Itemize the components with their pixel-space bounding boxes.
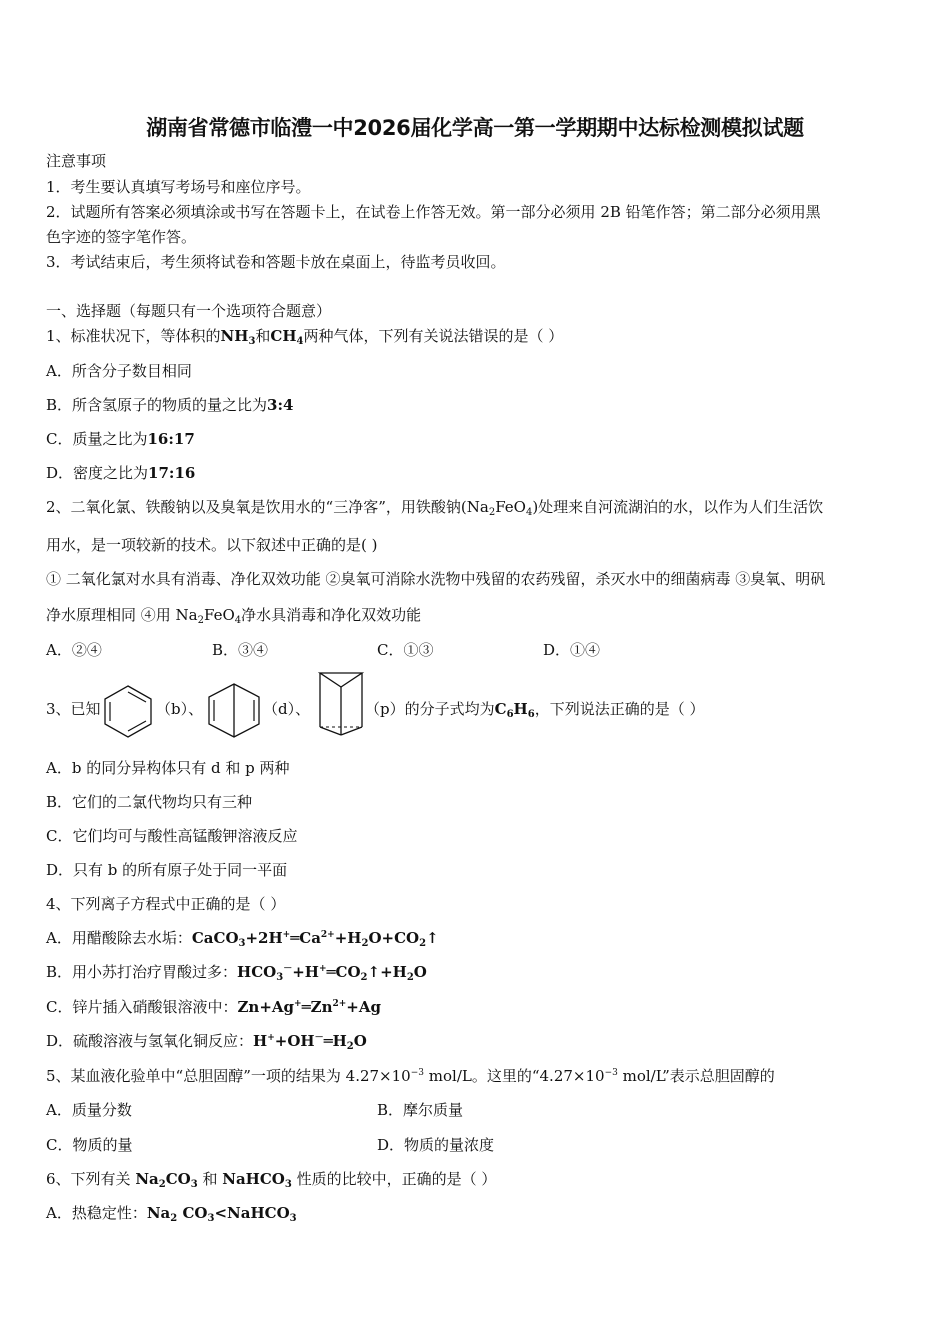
option-d: D．①④ [543,641,601,659]
option-a: A．用醋酸除去水垢：$CaCO_3+2H^+═Ca^{2+}+H_2O+CO_2↑$ [46,929,439,949]
option-b: B．用小苏打治疗胃酸过多：$HCO_3^-+H^+═CO_2↑+H_2O$ [46,963,427,983]
question-6-stem: 6、下列有关 $Na_2CO_3$ 和 NaHCO$_3$ 性质的比较中，正确的是（ ） [46,1170,497,1190]
option-a: A．②④ [46,641,102,659]
option-d: D．只有 b 的所有原子处于同一平面 [46,861,288,879]
question-2-statements: ① 二氧化氯对水具有消毒、净化双效功能 ②臭氧可消除水洗物中残留的农药残留，杀灭水中的细菌病毒 ③臭氧、明矾 [46,570,826,588]
page-title: 湖南省常德市临澧一中2026届化学高一第一学期期中达标检测模拟试题 [146,116,804,140]
question-2-stem: 用水，是一项较新的技术。以下叙述中正确的是( ) [46,536,378,554]
label-d: （d）、 [263,700,311,718]
option-b: B．所含氢原子的物质的量之比为3:4 [46,396,294,414]
notice-item: 色字迹的签字笔作答。 [46,228,197,246]
question-3-stem: （p）的分子式均为$C_6H_6$，下列说法正确的是（ ） [365,700,705,720]
question-2-stem: 2、二氧化氯、铁酸钠以及臭氧是饮用水的“三净客”，用铁酸钠$(Na_2FeO_4)$处理来自河流湖泊的水，以作为人们生活饮 [46,498,824,518]
option-a: A．所含分子数目相同 [46,362,192,380]
notice-item: 2．试题所有答案必须填涂或书写在答题卡上，在试卷上作答无效。第一部分必须用 2B 铅笔作答；第二部分必须用黑 [46,203,821,221]
option-d: D．硫酸溶液与氢氧化铜反应：$H^++OH^-═H_2O$ [46,1032,367,1052]
option-c: C．质量之比为16:17 [46,430,195,448]
option-c: C．锌片插入硝酸银溶液中：$Zn+Ag^+═Zn^{2+}+Ag$ [46,998,381,1016]
option-c: C．它们均可与酸性高锰酸钾溶液反应 [46,827,298,845]
question-1-stem: 1、标准状况下，等体积的$NH_3$和$CH_4$两种气体，下列有关说法错误的是（ ） [46,327,564,347]
notice-item: 1．考生要认真填写考场号和座位序号。 [46,178,311,196]
label-b: （b）、 [156,700,204,718]
option-d: D．物质的量浓度 [377,1136,495,1154]
option-a: A．质量分数 [46,1101,132,1119]
option-d: D．密度之比为17:16 [46,464,196,482]
notice-heading: 注意事项 [46,152,107,170]
section-heading: 一、选择题（每题只有一个选项符合题意） [46,302,332,320]
option-b: B．它们的二氯代物均只有三种 [46,793,253,811]
prismane-structure-icon [318,671,364,739]
option-a: A．热稳定性：$Na_2$ $CO_3<NaHCO_3$ [46,1204,297,1224]
question-4-stem: 4、下列离子方程式中正确的是（ ） [46,895,286,913]
option-a: A．b 的同分异构体只有 d 和 p 两种 [46,759,290,777]
dewar-benzene-structure-icon [205,681,263,739]
option-b: B．③④ [212,641,269,659]
question-5-stem: 5、某血液化验单中“总胆固醇”一项的结果为 $4.27\times 10^{-3}$ mol/L。这里的“$4.27\times 10^{-3}$ mol/L”表示总胆固醇的 [46,1067,775,1085]
notice-item: 3．考试结束后，考生须将试卷和答题卡放在桌面上，待监考员收回。 [46,253,506,271]
question-3-prefix: 3、已知 [46,700,101,718]
question-2-statements: 净水原理相同 ④用 $Na_2FeO_4$净水具消毒和净化双效功能 [46,606,422,626]
option-c: C．物质的量 [46,1136,133,1154]
option-c: C．①③ [377,641,434,659]
option-b: B．摩尔质量 [377,1101,464,1119]
benzene-structure-icon [100,683,156,739]
